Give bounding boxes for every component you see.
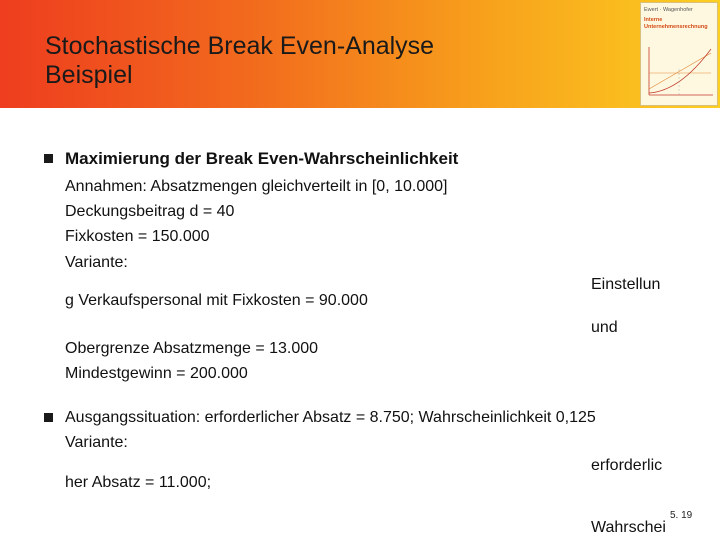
bullet1-heading: Maximierung der Break Even-Wahrscheinlichkeit bbox=[65, 149, 459, 168]
slide-title bbox=[45, 32, 434, 90]
bullet-marker-1 bbox=[44, 154, 53, 163]
page-number: 5. 19 bbox=[670, 510, 693, 521]
bullet2-heading: Ausgangssituation: erforderlicher Absatz = 8.750; Wahrscheinlichkeit 0,125 bbox=[65, 409, 596, 426]
book-author: Ewert · Wagenhofer bbox=[644, 7, 693, 13]
bullet2-continuation: her Absatz = 11.000; bbox=[65, 474, 212, 491]
book-title-line-1: Interne bbox=[644, 17, 663, 23]
bullet1-line-upper-bound: Obergrenze Absatzmenge = 13.000 bbox=[65, 340, 319, 357]
title-line-1: Stochastische Break Even-Analyse bbox=[45, 32, 435, 60]
bullet1-line-fixcost: Fixkosten = 150.000 bbox=[65, 228, 210, 245]
bullet1-right-fragment-2: und bbox=[591, 319, 618, 336]
book-cover-graph-icon bbox=[645, 43, 715, 101]
bullet2-line-variant: Variante: bbox=[65, 434, 128, 451]
book-title-line-2: Unternehmensrechnung bbox=[644, 24, 708, 30]
bullet2-right-fragment-1: erforderlic bbox=[591, 457, 663, 474]
bullet1-line-variant: Variante: bbox=[65, 254, 128, 271]
bullet1-continuation: g Verkaufspersonal mit Fixkosten = 90.000 bbox=[65, 292, 368, 309]
bullet1-right-fragment-1: Einstellun bbox=[591, 276, 661, 293]
header-banner bbox=[0, 0, 720, 108]
bullet-marker-2 bbox=[44, 413, 53, 422]
bullet2-right-fragment-2: Wahrschei bbox=[591, 519, 666, 536]
book-cover-image bbox=[640, 2, 718, 106]
bullet1-line-contribution: Deckungsbeitrag d = 40 bbox=[65, 203, 235, 220]
title-line-2: Beispiel bbox=[45, 61, 133, 89]
bullet1-line-assumptions: Annahmen: Absatzmengen gleichverteilt in [0, 10.000] bbox=[65, 178, 448, 195]
bullet1-line-min-profit: Mindestgewinn = 200.000 bbox=[65, 365, 248, 382]
